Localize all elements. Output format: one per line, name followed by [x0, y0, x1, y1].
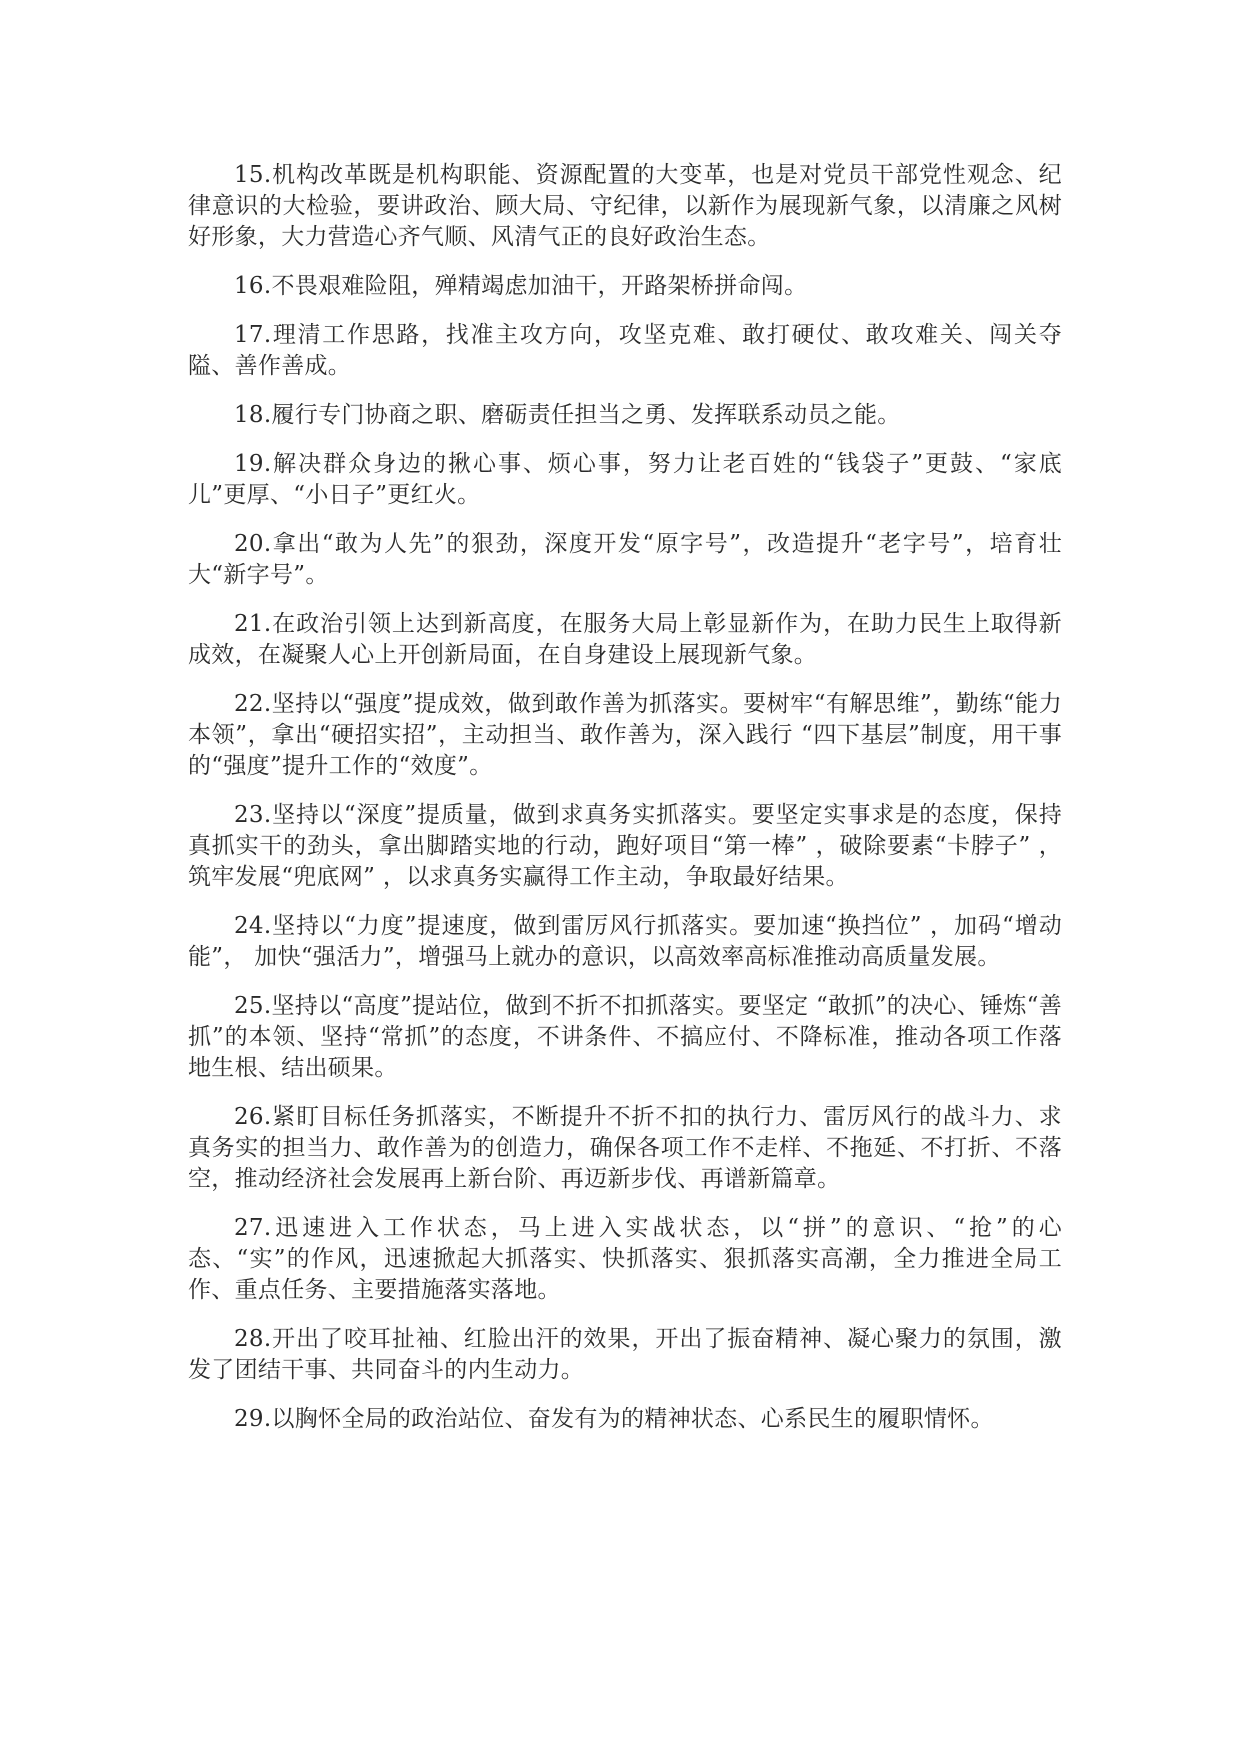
paragraph-27: 27.迅速进入工作状态，马上进入实战状态，以“拼”的意识、“抢”的心态、“实”的作风，迅速掀起大抓落实、快抓落实、狠抓落实高潮，全力推进全局工作、重点任务、主要措施落实落地。 [188, 1215, 1062, 1303]
document-body [188, 160, 1062, 1453]
paragraph-18: 18.履行专门协商之职、磨砺责任担当之勇、发挥联系动员之能。 [234, 402, 901, 428]
paragraph-29: 29.以胸怀全局的政治站位、奋发有为的精神状态、心系民生的履职情怀。 [234, 1406, 994, 1432]
paragraph-20: 20.拿出“敢为人先”的狠劲，深度开发“原字号”，改造提升“老字号”，培育壮大“新字号”。 [188, 531, 1062, 588]
paragraph-25: 25.坚持以“高度”提站位，做到不折不扣抓落实。要坚定 “敢抓”的决心、锤炼“善抓”的本领、坚持“常抓”的态度，不讲条件、不搞应付、不降标准，推动各项工作落地生根、结出硕果。 [188, 993, 1062, 1081]
paragraph-19: 19.解决群众身边的揪心事、烦心事，努力让老百姓的“钱袋子”更鼓、“家底儿”更厚、“小日子”更红火。 [188, 451, 1062, 508]
paragraph-24: 24.坚持以“力度”提速度，做到雷厉风行抓落实。要加速“换挡位” ，加码“增动能”， 加快“强活力”，增强马上就办的意识，以高效率高标准推动高质量发展。 [188, 913, 1062, 970]
paragraph-28: 28.开出了咬耳扯袖、红脸出汗的效果，开出了振奋精神、凝心聚力的氛围，激发了团结干事、共同奋斗的内生动力。 [188, 1326, 1062, 1383]
paragraph-22: 22.坚持以“强度”提成效，做到敢作善为抓落实。要树牢“有解思维”，勤练“能力本领”，拿出“硬招实招”，主动担当、敢作善为，深入践行 “四下基层”制度，用干事的“强度”提升工作的“效度”。 [188, 691, 1062, 779]
paragraph-26: 26.紧盯目标任务抓落实，不断提升不折不扣的执行力、雷厉风行的战斗力、求真务实的担当力、敢作善为的创造力，确保各项工作不走样、不拖延、不打折、不落空，推动经济社会发展再上新台阶、再迈新步伐、再谱新篇章。 [188, 1104, 1062, 1192]
paragraph-16: 16.不畏艰难险阻，殚精竭虑加油干，开路架桥拼命闯。 [234, 273, 808, 299]
paragraph-15: 15.机构改革既是机构职能、资源配置的大变革，也是对党员干部党性观念、纪律意识的大检验，要讲政治、顾大局、守纪律，以新作为展现新气象，以清廉之风树好形象，大力营造心齐气顺、风清气正的良好政治生态。 [188, 162, 1062, 250]
paragraph-17: 17.理清工作思路，找准主攻方向，攻坚克难、敢打硬仗、敢攻难关、闯关夺隘、善作善成。 [188, 322, 1062, 379]
paragraph-21: 21.在政治引领上达到新高度，在服务大局上彰显新作为，在助力民生上取得新成效，在凝聚人心上开创新局面，在自身建设上展现新气象。 [188, 611, 1062, 668]
paragraph-23: 23.坚持以“深度”提质量，做到求真务实抓落实。要坚定实事求是的态度，保持真抓实干的劲头，拿出脚踏实地的行动，跑好项目“第一棒” ，破除要素“卡脖子” ，筑牢发展“兜底网” ，以求真务实赢得工作主动，争取最好结果。 [188, 802, 1062, 890]
